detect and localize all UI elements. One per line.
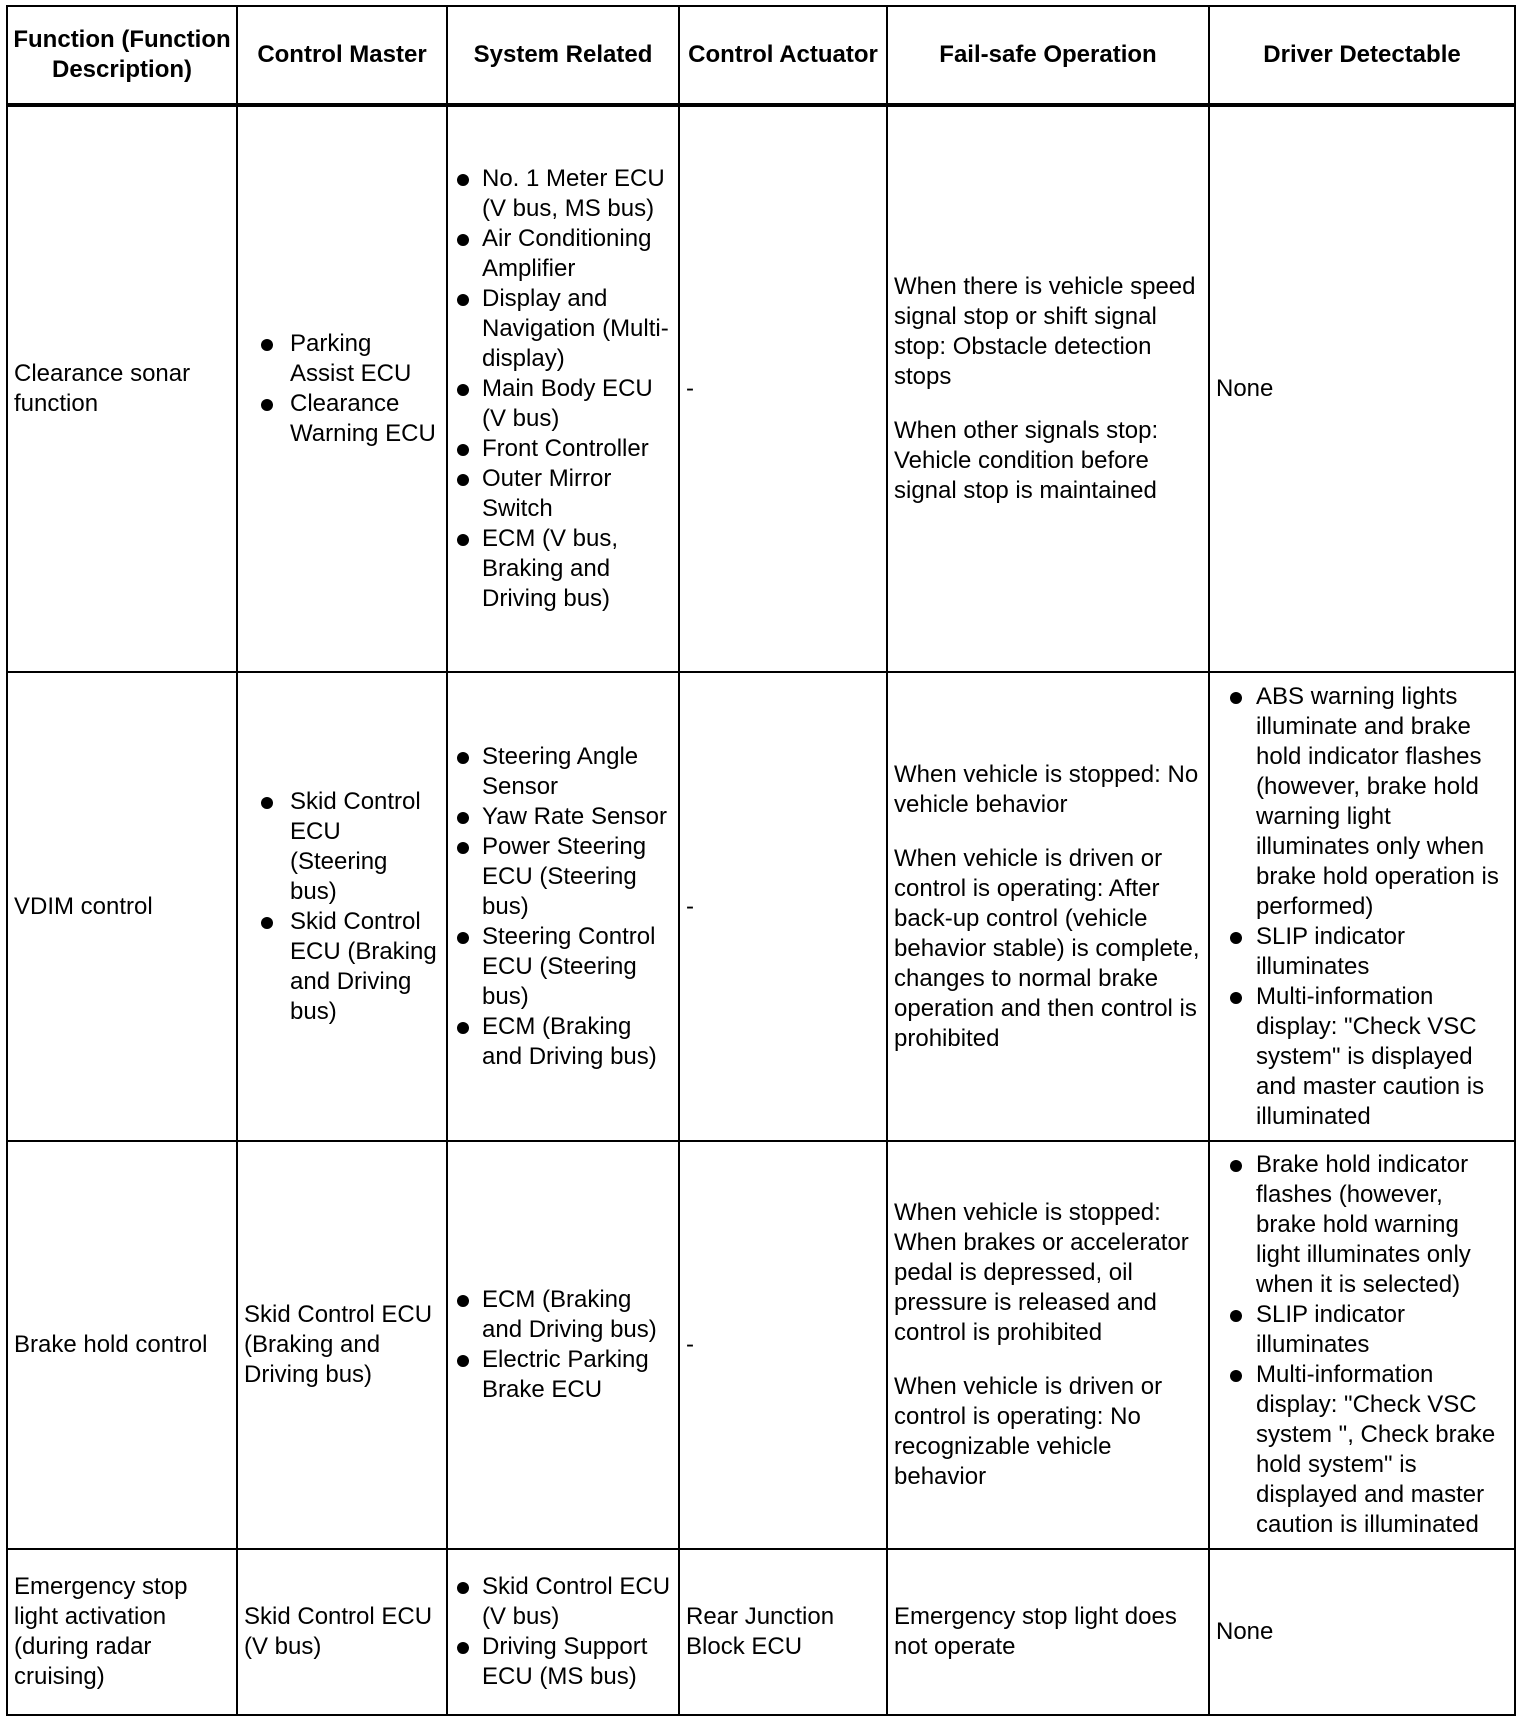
header-control-actuator: Control Actuator [679, 6, 887, 105]
system-related-cell [447, 672, 679, 1141]
list-item: Outer Mirror Switch [454, 464, 672, 524]
function-cell: Clearance sonar function [7, 105, 237, 672]
list-item: Electric Parking Brake ECU [454, 1345, 672, 1405]
list-item: ECM (Braking and Driving bus) [454, 1285, 672, 1345]
control-actuator-cell: - [679, 105, 887, 672]
header-control-master: Control Master [237, 6, 447, 105]
driver-detectable-cell [1209, 672, 1515, 1141]
control-master-cell: Skid Control ECU (V bus) [237, 1549, 447, 1715]
list-item: Display and Navigation (Multi-display) [454, 284, 672, 374]
driver-detectable-list [1216, 682, 1508, 1132]
list-item: No. 1 Meter ECU (V bus, MS bus) [454, 164, 672, 224]
list-item: Clearance Warning ECU [258, 389, 440, 449]
system-related-list [454, 1285, 672, 1405]
system-related-cell [447, 1141, 679, 1549]
failsafe-text: When vehicle is driven or control is operating: No recognizable vehicle behavior [894, 1373, 1163, 1490]
function-cell: Emergency stop light activation (during radar cruising) [7, 1549, 237, 1715]
list-item: SLIP indicator illuminates [1216, 1300, 1508, 1360]
failsafe-text: When vehicle is driven or control is operating: After back-up control (vehicle behavior stable) is complete, changes to normal brake operation and then control is prohibited [894, 844, 1200, 1052]
failsafe-text: When vehicle is stopped: No vehicle behavior [894, 760, 1199, 818]
table-row [7, 1141, 1515, 1549]
failsafe-text: When vehicle is stopped: When brakes or accelerator pedal is depressed, oil pressure is released and control is prohibited [894, 1199, 1189, 1346]
list-item: Steering Angle Sensor [454, 742, 672, 802]
driver-detectable-cell: None [1209, 105, 1515, 672]
function-spec-table [6, 5, 1516, 1716]
list-item: Parking Assist ECU [258, 329, 440, 389]
list-item: Multi-information display: "Check VSC system ", Check brake hold system" is displayed and master caution is illuminated [1216, 1360, 1508, 1540]
list-item: Skid Control ECU (V bus) [454, 1572, 672, 1632]
failsafe-text: When there is vehicle speed signal stop or shift signal stop: Obstacle detection stops [894, 273, 1196, 390]
header-driver-detectable: Driver Detectable [1209, 6, 1515, 105]
list-item: Power Steering ECU (Steering bus) [454, 832, 672, 922]
list-item: ECM (V bus, Braking and Driving bus) [454, 524, 672, 614]
driver-detectable-list [1216, 1150, 1508, 1540]
list-item: Steering Control ECU (Steering bus) [454, 922, 672, 1012]
list-item: Main Body ECU (V bus) [454, 374, 672, 434]
list-item: Driving Support ECU (MS bus) [454, 1632, 672, 1692]
failsafe-cell [887, 672, 1209, 1141]
header-system-related: System Related [447, 6, 679, 105]
system-related-list [454, 1572, 672, 1692]
list-item: ECM (Braking and Driving bus) [454, 1012, 672, 1072]
table-row [7, 1549, 1515, 1715]
control-actuator-cell: - [679, 1141, 887, 1549]
control-master-list [244, 787, 440, 1027]
driver-detectable-cell [1209, 1141, 1515, 1549]
function-cell: Brake hold control [7, 1141, 237, 1549]
table-row [7, 672, 1515, 1141]
system-related-cell [447, 1549, 679, 1715]
failsafe-text: When other signals stop: Vehicle condition before signal stop is maintained [894, 417, 1159, 504]
system-related-list [454, 742, 672, 1072]
control-actuator-cell: Rear Junction Block ECU [679, 1549, 887, 1715]
list-item: SLIP indicator illuminates [1216, 922, 1508, 982]
control-master-cell: Skid Control ECU (Braking and Driving bus) [237, 1141, 447, 1549]
list-item: Skid Control ECU (Steering bus) [258, 787, 440, 907]
list-item: Yaw Rate Sensor [454, 802, 672, 832]
table-row [7, 105, 1515, 672]
control-master-cell [237, 105, 447, 672]
failsafe-cell [887, 1141, 1209, 1549]
control-master-cell [237, 672, 447, 1141]
header-function: Function (Function Description) [7, 6, 237, 105]
function-cell: VDIM control [7, 672, 237, 1141]
system-related-list [454, 164, 672, 614]
list-item: Front Controller [454, 434, 672, 464]
header-failsafe-operation: Fail-safe Operation [887, 6, 1209, 105]
list-item: Multi-information display: "Check VSC system" is displayed and master caution is illuminated [1216, 982, 1508, 1132]
failsafe-cell [887, 105, 1209, 672]
failsafe-cell: Emergency stop light does not operate [887, 1549, 1209, 1715]
list-item: Brake hold indicator flashes (however, brake hold warning light illuminates only when it is selected) [1216, 1150, 1508, 1300]
control-actuator-cell: - [679, 672, 887, 1141]
control-master-list [244, 329, 440, 449]
list-item: ABS warning lights illuminate and brake hold indicator flashes (however, brake hold warning light illuminates only when brake hold operation is performed) [1216, 682, 1508, 922]
header-row [7, 6, 1515, 105]
list-item: Air Conditioning Amplifier [454, 224, 672, 284]
driver-detectable-cell: None [1209, 1549, 1515, 1715]
system-related-cell [447, 105, 679, 672]
list-item: Skid Control ECU (Braking and Driving bus) [258, 907, 440, 1027]
